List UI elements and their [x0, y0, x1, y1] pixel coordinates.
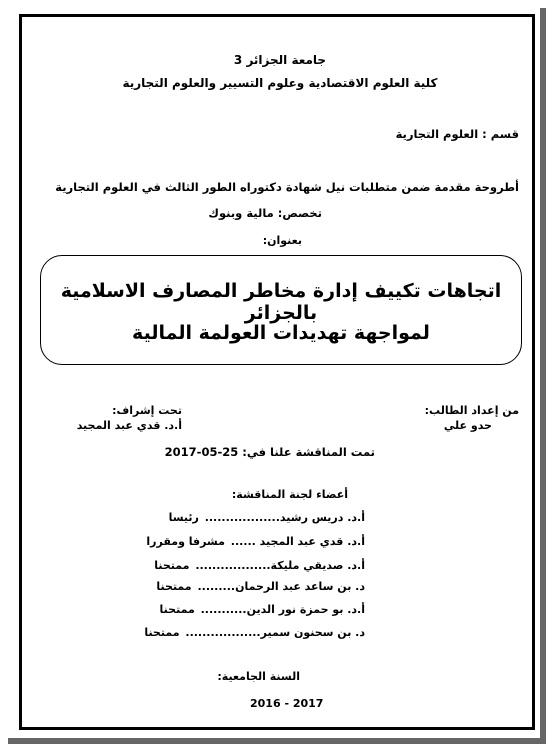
- title-label: بعنوان:: [262, 234, 302, 247]
- university-name: جامعة الجزائر 3: [233, 53, 327, 67]
- supervisor-name: أ.د. قدي عبد المجيد: [76, 419, 182, 432]
- page-shadow-right: [540, 8, 546, 738]
- thesis-title-line-1: اتجاهات تكييف إدارة مخاطر المصارف الاسلامية بالجزائر: [60, 280, 502, 324]
- member-name: د. بن ساعد عبد الرحمان.........: [197, 580, 365, 593]
- academic-year-value: 2016 - 2017: [250, 697, 324, 710]
- committee-member: [156, 580, 365, 593]
- specialty: تخصص: مالية وبنوك: [208, 206, 322, 220]
- thesis-title-box: [40, 255, 522, 365]
- member-name: أ.د. دريس رشيد..................: [204, 511, 365, 524]
- member-name: أ.د. بو حمزة نور الدين...........: [200, 603, 365, 616]
- committee-member: [144, 626, 365, 639]
- thesis-title-line-2: لمواجهة تهديدات العولمة المالية: [132, 322, 430, 344]
- student-name: حدو علي: [443, 419, 492, 432]
- member-role: مشرفا ومقررا: [146, 535, 225, 548]
- committee-member: [154, 559, 365, 572]
- student-label: من إعداد الطالب:: [424, 404, 519, 417]
- committee-member: [160, 603, 365, 616]
- committee-member: [169, 511, 365, 524]
- faculty-name: كلية العلوم الاقتصادية وعلوم التسيير والعلوم التجارية: [122, 76, 438, 90]
- member-role: ممتحنا: [154, 559, 190, 572]
- page-shadow-bottom: [8, 738, 546, 744]
- member-role: رئيسا: [168, 511, 199, 524]
- page-border-frame: [19, 14, 535, 730]
- supervisor-label: تحت إشراف:: [112, 404, 182, 417]
- defense-date: تمت المناقشة علنا في: 25-05-2017: [164, 445, 375, 459]
- member-role: ممتحنا: [159, 603, 195, 616]
- committee-member: [146, 535, 365, 548]
- member-name: أ.د. صديقي مليكة..................: [195, 559, 365, 572]
- department-name: قسم : العلوم التجارية: [395, 127, 519, 141]
- committee-label: أعضاء لجنة المناقشة:: [231, 488, 348, 501]
- academic-year-label: السنة الجامعية:: [217, 670, 300, 683]
- thesis-description: أطروحة مقدمة ضمن متطلبات نيل شهادة دكتوراه الطور الثالث في العلوم التجارية: [55, 180, 519, 194]
- member-role: ممتحنا: [144, 626, 180, 639]
- member-name: أ.د. قدي عبد المجيد ......: [230, 535, 365, 548]
- member-name: د. بن سحنون سمير..................: [185, 626, 365, 639]
- member-role: ممتحنا: [156, 580, 192, 593]
